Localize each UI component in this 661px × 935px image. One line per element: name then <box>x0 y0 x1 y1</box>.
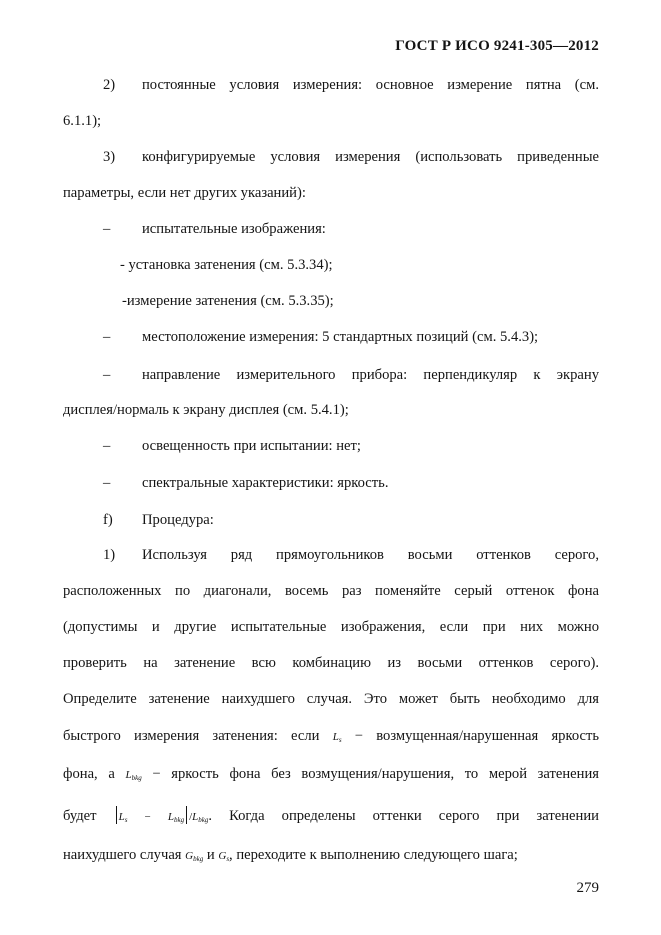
dash-bullet: – <box>103 475 111 491</box>
shading-formula <box>114 808 209 824</box>
paragraph-line: Определите затенение наихудшего случая. Это может быть необходимо для <box>63 691 599 707</box>
bullet-text: испытательные изображения: <box>142 221 326 237</box>
formula-lbkg <box>125 766 141 782</box>
text-run: − возмущенная/нарушенная яркость <box>354 728 599 744</box>
math-var: G <box>185 850 194 862</box>
sub-item-text: -измерение затенения (см. 5.3.35); <box>122 293 334 309</box>
paragraph-line <box>63 806 599 829</box>
math-operator: / <box>189 811 193 823</box>
text-run: будет <box>63 808 97 824</box>
item-number: f) <box>103 512 113 528</box>
paragraph-line <box>63 727 599 749</box>
paragraph-line <box>63 846 518 868</box>
dash-bullet: – <box>103 438 111 454</box>
math-operator: − <box>144 811 151 823</box>
text-run: наихудшего случая <box>63 847 182 863</box>
math-var: L <box>332 731 339 743</box>
dash-bullet: – <box>103 367 111 383</box>
item-number: 1) <box>103 547 116 563</box>
section-title: Процедура: <box>142 512 214 528</box>
math-var: L <box>125 769 132 781</box>
item-text: конфигурируемые условия измерения (использовать приведенные <box>142 149 599 165</box>
item-number: 2) <box>103 77 116 93</box>
math-subscript: s <box>124 816 128 824</box>
dash-bullet: – <box>103 221 111 237</box>
text-run: − яркость фона без возмущения/нарушения, то мерой затенения <box>152 766 599 782</box>
math-subscript: s <box>338 736 342 744</box>
bullet-text: спектральные характеристики: яркость. <box>142 475 389 491</box>
math-subscript: bkg <box>173 816 185 824</box>
math-subscript: bkg <box>198 816 209 824</box>
text-run: . Когда определены оттенки серого при затенении <box>208 808 599 824</box>
math-subscript: bkg <box>193 855 204 863</box>
paragraph-line: проверить на затенение всю комбинацию из восьми оттенков серого). <box>63 655 599 671</box>
text-run: быстрого измерения затенения: если <box>63 728 320 744</box>
text-run: , переходите к выполнению следующего шага; <box>229 847 518 863</box>
item-continuation: 6.1.1); <box>63 113 102 129</box>
item-continuation: параметры, если нет других указаний): <box>63 185 306 201</box>
item-text: постоянные условия измерения: основное измерение пятна (см. <box>142 77 599 93</box>
page-header: ГОСТ Р ИСО 9241-305—2012 <box>395 38 599 54</box>
paragraph-line: расположенных по диагонали, восемь раз поменяйте серый оттенок фона <box>63 583 599 599</box>
math-var: L <box>118 811 125 823</box>
bullet-text: местоположение измерения: 5 стандартных позиций (см. 5.4.3); <box>142 329 539 345</box>
formula-gbkg <box>185 847 203 863</box>
dash-bullet: – <box>103 329 111 345</box>
math-var: G <box>218 850 227 862</box>
bullet-text: освещенность при испытании: нет; <box>142 438 361 454</box>
paragraph-line: Используя ряд прямоугольников восьми оттенков серого, <box>142 547 599 563</box>
formula-ls <box>333 728 342 744</box>
math-var: L <box>192 811 199 823</box>
math-var: L <box>167 811 174 823</box>
text-run: фона, а <box>63 766 115 782</box>
sub-item-text: - установка затенения (см. 5.3.34); <box>120 257 333 273</box>
formula-gs <box>218 847 229 863</box>
paragraph-line: (допустимы и другие испытательные изображения, если при них можно <box>63 619 599 635</box>
page-number: 279 <box>576 880 599 896</box>
bullet-continuation: дисплея/нормаль к экрану дисплея (см. 5.4.1); <box>63 402 349 418</box>
math-subscript: s <box>226 855 230 863</box>
text-run: и <box>206 847 215 863</box>
bullet-text: направление измерительного прибора: перпендикуляр к экрану <box>142 367 599 383</box>
math-subscript: bkg <box>131 774 142 782</box>
item-number: 3) <box>103 149 116 165</box>
paragraph-line <box>63 765 599 787</box>
